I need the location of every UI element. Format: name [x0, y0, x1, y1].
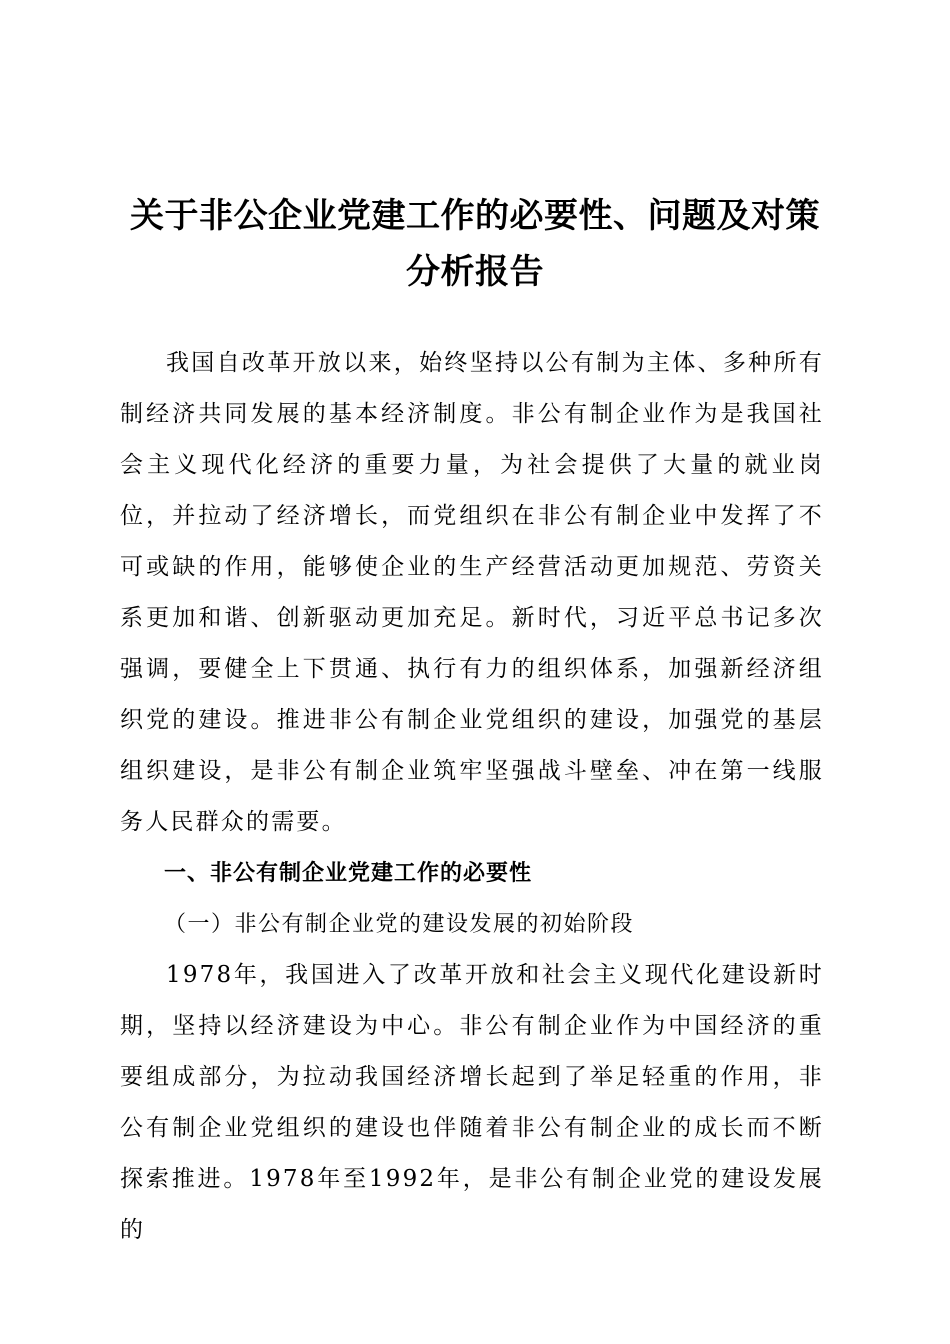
- document-body: [120, 338, 824, 1256]
- section-1-paragraph: 1978年，我国进入了改革开放和社会主义现代化建设新时期，坚持以经济建设为中心。非公有制企业作为中国经济的重要组成部分，为拉动我国经济增长起到了举足轻重的作用，非公有制企业党组织的建设也伴随着非公有制企业的成长而不断探索推进。1978年至1992年，是非公有制企业党的建设发展的: [120, 962, 824, 1243]
- section-heading-1: 一、非公有制企业党建工作的必要性: [164, 861, 533, 886]
- intro-paragraph: 我国自改革开放以来，始终坚持以公有制为主体、多种所有制经济共同发展的基本经济制度。非公有制企业作为是我国社会主义现代化经济的重要力量，为社会提供了大量的就业岗位，并拉动了经济增长，而党组织在非公有制企业中发挥了不可或缺的作用，能够使企业的生产经营活动更加规范、劳资关系更加和谐、创新驱动更加充足。新时代，习近平总书记多次强调，要健全上下贯通、执行有力的组织体系，加强新经济组织党的建设。推进非公有制企业党组织的建设，加强党的基层组织建设，是非公有制企业筑牢坚强战斗壁垒、冲在第一线服务人民群众的需要。: [120, 350, 824, 835]
- title-line-1: 关于非公企业党建工作的必要性、问题及对策: [130, 196, 820, 236]
- document-title: [110, 188, 840, 300]
- title-line-2: 分析报告: [406, 252, 544, 292]
- subsection-heading-1: （一）非公有制企业党的建设发展的初始阶段: [164, 912, 635, 937]
